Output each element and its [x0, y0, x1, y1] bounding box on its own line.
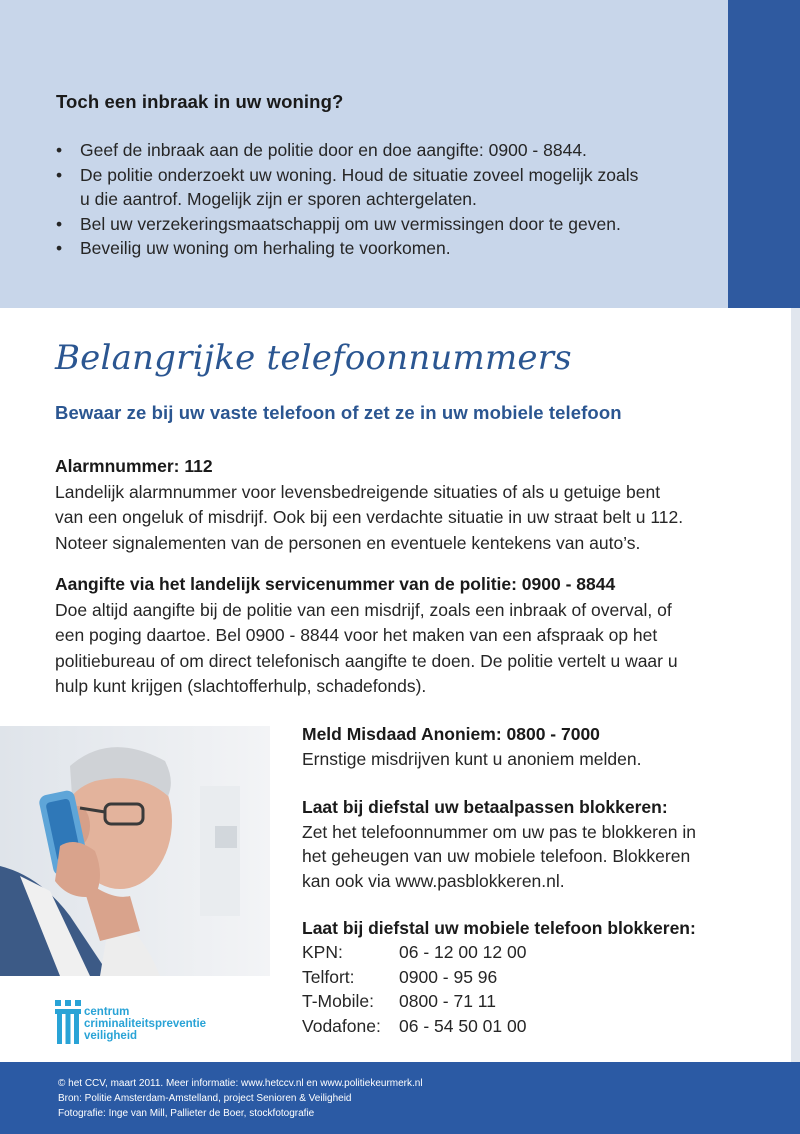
alarm-heading: Alarmnummer: 112	[55, 456, 213, 476]
ccv-logo-icon	[55, 1000, 81, 1046]
burglary-advice-list	[56, 138, 696, 261]
alarm-number-block: Alarmnummer: 112 Landelijk alarmnummer voor levensbedreigende situaties of als u getuige bent van een ongeluk of misdrijf. Ook bij een verdachte situatie in uw straat belt u 112. Noteer signalementen van de personen en eventuele kentekens van auto’s.	[55, 454, 755, 556]
bank-card-heading: Laat bij diefstal uw betaalpassen blokkeren:	[302, 797, 668, 817]
bullet-icon: •	[56, 140, 63, 160]
provider-number-list	[302, 940, 526, 1038]
provider-name: Telfort:	[302, 966, 355, 987]
footer	[0, 1062, 800, 1134]
list-item: • Bel uw verzekeringsmaatschappij om uw vermissingen door te geven.	[56, 212, 696, 237]
list-item: • Geef de inbraak aan de politie door en doe aangifte: 0900 - 8844.	[56, 138, 696, 163]
page-title: Belangrijke telefoonnummers	[55, 338, 572, 378]
police-report-heading: Aangifte via het landelijk servicenummer van de politie: 0900 - 8844	[55, 574, 616, 594]
footer-credits	[58, 1076, 423, 1121]
list-item: • Beveilig uw woning om herhaling te voorkomen.	[56, 236, 696, 261]
bullet-icon: •	[56, 213, 63, 234]
provider-row	[302, 965, 526, 990]
page-edge-strip	[791, 308, 800, 1100]
ccv-logo	[55, 1000, 255, 1050]
provider-number: 06 - 12 00 12 00	[399, 942, 527, 962]
provider-name: Vodafone:	[302, 1015, 381, 1036]
ccv-logo-text: centrum criminaliteitspreventie veiligheid	[84, 1006, 207, 1042]
footer-copyright: © het CCV, maart 2011. Meer informatie: www.hetccv.nl en www.politiekeurmerk.nl	[58, 1078, 423, 1089]
bullet-icon: •	[56, 238, 63, 258]
provider-row	[302, 989, 526, 1014]
page-subtitle: Bewaar ze bij uw vaste telefoon of zet ze in uw mobiele telefoon	[55, 402, 622, 423]
list-item: • De politie onderzoekt uw woning. Houd de situatie zoveel mogelijk zoals u die aantrof. Mogelijk zijn er sporen achtergelaten.	[56, 164, 639, 209]
burglary-heading: Toch een inbraak in uw woning?	[56, 91, 344, 112]
mobile-block-heading-wrap	[302, 916, 772, 941]
police-report-block: Aangifte via het landelijk servicenummer van de politie: 0900 - 8844 Doe altijd aangifte bij de politie van een misdrijf, zoals een inbraak of overval, of een poging daartoe. Bel 0900 - 8844 voor het maken van een afspraak op het politiebureau of om direct telefonisch aangifte te doen. De politie vertelt u waar u hulp kunt krijgen (slachtofferhulp, schadefonds).	[55, 572, 755, 700]
anonymous-report-heading: Meld Misdaad Anoniem: 0800 - 7000	[302, 724, 600, 744]
bank-card-block: Laat bij diefstal uw betaalpassen blokkeren: Zet het telefoonnummer om uw pas te blokkeren in het geheugen van uw mobiele telefoon. Blokkeren kan ook via www.pasblokkeren.nl.	[302, 795, 772, 893]
anonymous-report-block: Meld Misdaad Anoniem: 0800 - 7000 Ernstige misdrijven kunt u anoniem melden.	[302, 722, 772, 771]
provider-name: KPN:	[302, 942, 343, 962]
provider-row	[302, 940, 526, 965]
man-on-phone-illustration	[0, 726, 270, 976]
mobile-block-heading: Laat bij diefstal uw mobiele telefoon blokkeren:	[302, 918, 696, 938]
provider-row	[302, 1014, 526, 1039]
footer-photo-credit: Fotografie: Inge van Mill, Pallieter de Boer, stockfotografie	[58, 1108, 315, 1119]
top-panel-edge	[728, 0, 800, 308]
man-on-phone-photo	[0, 726, 270, 976]
provider-number: 06 - 54 50 01 00	[399, 1015, 527, 1036]
footer-source: Bron: Politie Amsterdam-Amstelland, project Senioren & Veiligheid	[58, 1093, 352, 1104]
provider-number: 0900 - 95 96	[399, 966, 498, 987]
provider-name: T-Mobile:	[302, 991, 374, 1011]
provider-number: 0800 - 71 11	[399, 991, 496, 1011]
bullet-icon: •	[56, 164, 63, 185]
